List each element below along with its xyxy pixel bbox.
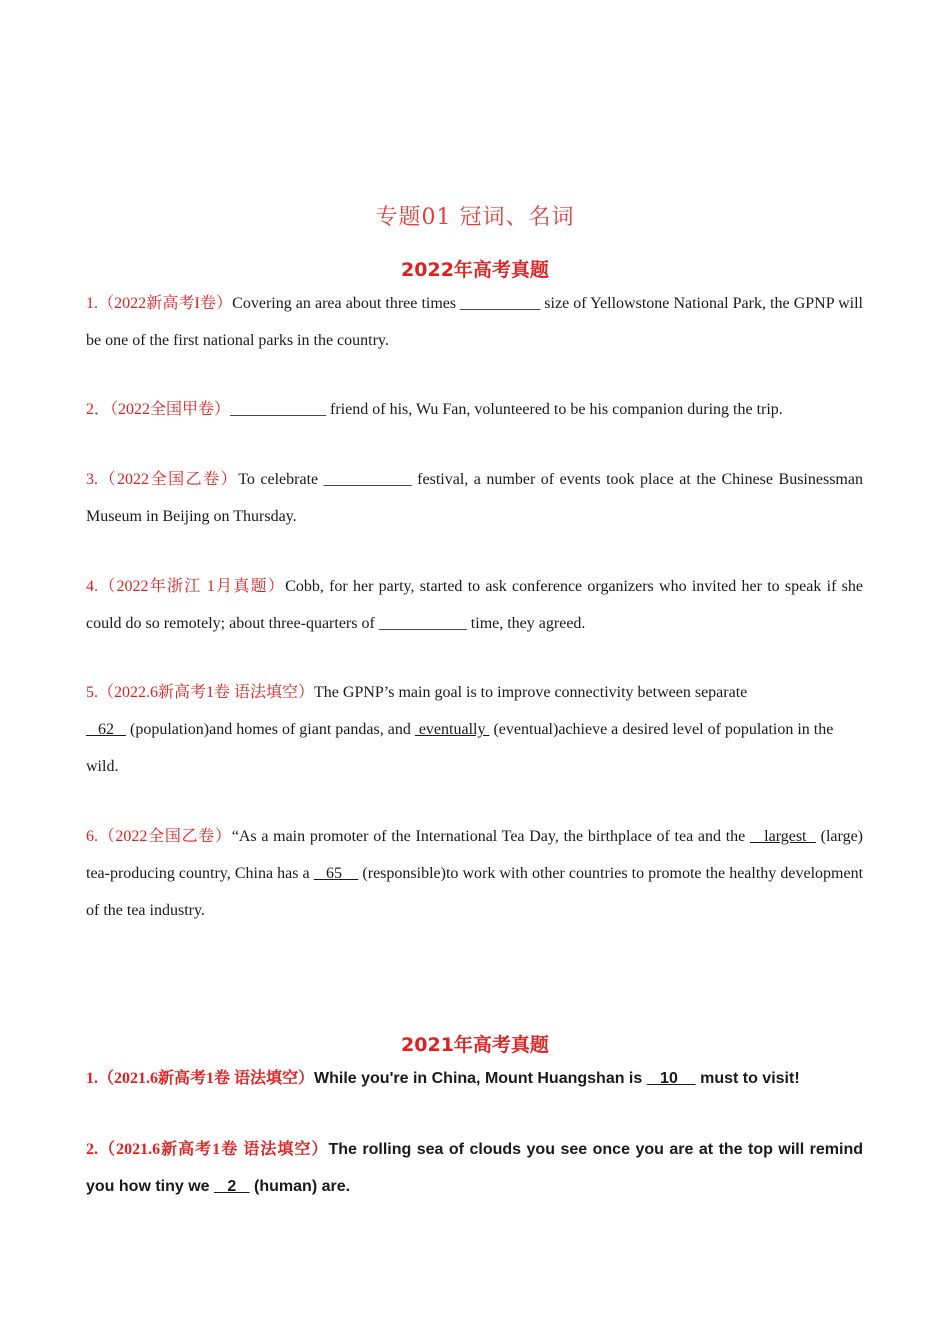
section-heading-2021: 2021年高考真题: [401, 1034, 549, 1056]
question-source: （2021.6新高考1卷 语法填空）: [98, 1141, 329, 1158]
question-text: size of Yellowstone National Park, the GPNP will be one of the first national parks in the country.: [86, 295, 863, 349]
answer-blank: 65: [313, 865, 359, 882]
question-text: The GPNP’s main goal is to improve connectivity between separate: [314, 684, 748, 701]
question-text: festival, a number of events took place at the Chinese Businessman Museum in Beijing on Thursday.: [86, 471, 863, 525]
page-title: 专题01 冠词、名词: [375, 205, 575, 230]
question-number: 1.: [86, 1070, 98, 1087]
question-text: Cobb, for her party, started to ask conference organizers who invited her to speak if she could do so remotely; about three-quarters of: [86, 578, 863, 632]
question-2022-6: [86, 818, 863, 929]
question-number: 1.: [86, 295, 98, 312]
question-2021-1: [86, 1060, 863, 1097]
answer-blank: 2: [214, 1178, 250, 1195]
question-source: （2022全国甲卷）: [110, 401, 231, 418]
question-text: time, they agreed.: [466, 615, 586, 632]
question-source: （2022全国乙卷）: [98, 828, 232, 845]
answer-blank: 10: [646, 1070, 696, 1087]
question-number: 4.: [86, 578, 98, 595]
answer-blank: __________: [460, 295, 541, 312]
question-source: （2022年浙江 1月真题）: [98, 578, 286, 595]
question-text: “As a main promoter of the International Tea Day, the birthplace of tea and the: [231, 828, 750, 845]
question-2022-3: [86, 461, 863, 535]
question-text: friend of his, Wu Fan, volunteered to be his companion during the trip.: [326, 401, 783, 418]
question-source: （2022新高考I卷）: [98, 295, 233, 312]
question-text: (population)and homes of giant pandas, and: [126, 721, 415, 738]
question-text: (eventual)achieve a desired level of population in the wild.: [86, 721, 834, 775]
answer-blank: ___________: [378, 615, 467, 632]
answer-blank: ____________: [230, 401, 327, 418]
question-2022-1: [86, 285, 863, 359]
question-text: To celebrate: [238, 471, 324, 488]
answer-blank: largest: [750, 828, 816, 845]
question-text: (large) tea-producing country, China has a: [86, 828, 863, 882]
question-number: 2.: [86, 1141, 98, 1158]
question-text: Covering an area about three times: [232, 295, 461, 312]
question-text: (responsible)to work with other countries to promote the healthy development of the tea industry.: [86, 865, 864, 919]
answer-blank: eventually: [414, 721, 490, 738]
question-source: （2021.6新高考1卷 语法填空）: [98, 1070, 315, 1087]
question-text: The rolling sea of clouds you see once you are at the top will remind you how tiny we: [86, 1141, 863, 1195]
question-text: (human) are.: [249, 1178, 351, 1195]
question-2021-2: [86, 1131, 863, 1205]
section-heading-2022: 2022年高考真题: [401, 259, 549, 281]
question-number: 3.: [86, 471, 98, 488]
question-text: must to visit!: [695, 1070, 800, 1087]
question-number: 5.: [86, 684, 98, 701]
question-number: 2．: [86, 401, 111, 418]
question-text: While you're in China, Mount Huangshan is: [314, 1070, 647, 1087]
answer-blank: 62: [86, 721, 126, 738]
answer-blank: ___________: [323, 471, 412, 488]
question-number: 6.: [86, 828, 98, 845]
question-2022-5: [86, 674, 863, 785]
question-source: （2022全国乙卷）: [98, 471, 239, 488]
question-2022-4: [86, 568, 863, 642]
question-source: （2022.6新高考1卷 语法填空）: [98, 684, 315, 701]
question-2022-2: [86, 391, 863, 428]
